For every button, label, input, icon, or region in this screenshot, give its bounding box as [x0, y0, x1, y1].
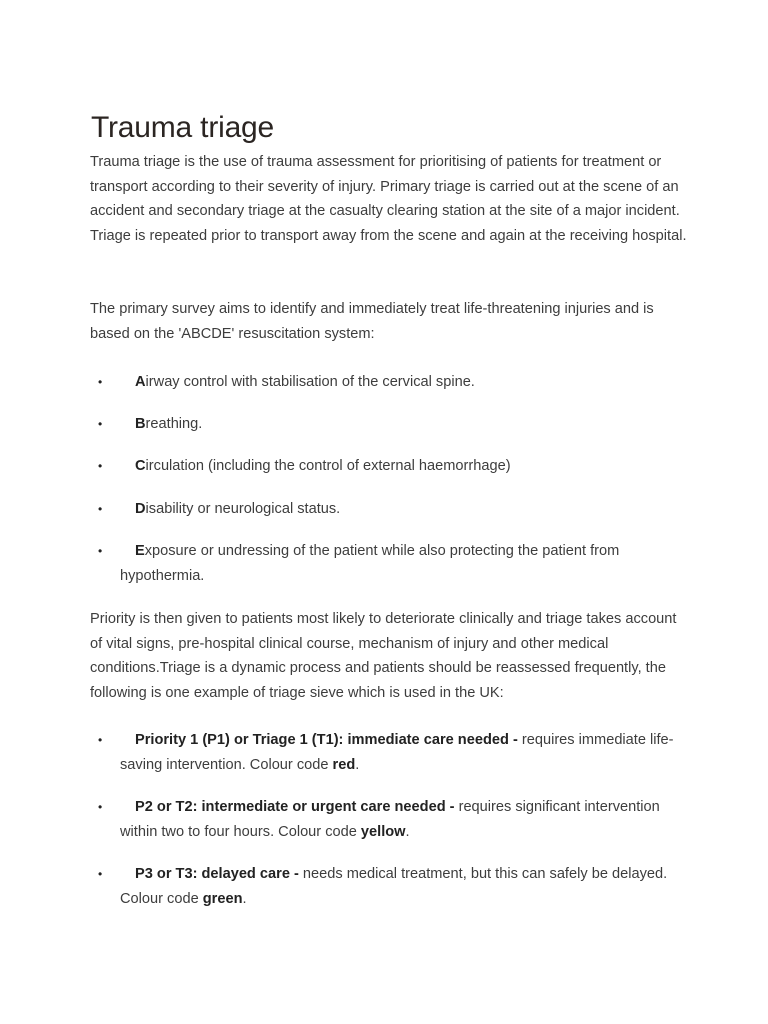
triage-heading: P3 or T3: delayed care - — [135, 866, 299, 882]
bullet-icon: • — [98, 417, 103, 431]
priority-paragraph: Priority is then given to patients most likely to deteriorate clinically and triage takes account of vital signs, pre-hospital clinical course, mechanism of injury and other medical conditions.Triage is a dynamic process and patients should be reassessed frequently, the following is one example of triage sieve which is used in the UK: — [90, 611, 677, 701]
colour-code: green — [202, 890, 243, 907]
list-item — [98, 370, 690, 395]
page-title: Trauma triage — [91, 111, 275, 144]
bullet-icon: • — [98, 800, 103, 814]
list-item-end: . — [355, 756, 360, 773]
list-item-text: reathing. — [145, 416, 203, 432]
list-item-letter: C — [135, 458, 146, 474]
bullet-icon: • — [98, 459, 103, 473]
bullet-icon: • — [98, 733, 103, 747]
list-item-letter: A — [135, 374, 146, 390]
list-item-text: irculation (including the control of external haemorrhage) — [145, 458, 511, 474]
triage-text: needs medical treatment, but this can safely be delayed. Colour code — [120, 866, 668, 907]
triage-text: requires immediate life-saving intervention. Colour code — [120, 732, 674, 773]
bullet-icon: • — [98, 375, 103, 389]
list-item-text: irway control with stabilisation of the cervical spine. — [145, 374, 475, 390]
list-item-end: . — [242, 890, 247, 907]
list-item-letter: D — [135, 501, 146, 517]
bullet-icon: • — [98, 502, 103, 516]
list-item-text: isability or neurological status. — [145, 501, 341, 517]
list-item — [98, 728, 690, 777]
list-item — [98, 539, 690, 588]
list-item — [98, 454, 690, 479]
list-item — [98, 795, 690, 844]
intro-paragraph: Trauma triage is the use of trauma assessment for prioritising of patients for treatment or transport according to their severity of injury. Primary triage is carried out at the scene of an accident and secondary triage at the casualty clearing station at the site of a major incident. Triage is repeated prior to transport away from the scene and again at the receiving hospital. — [90, 154, 687, 244]
colour-code: red — [332, 756, 356, 773]
triage-text: requires significant intervention within two to four hours. Colour code — [120, 799, 660, 840]
list-item — [98, 497, 690, 522]
list-item-letter: E — [135, 543, 145, 559]
colour-code: yellow — [360, 823, 406, 840]
bullet-icon: • — [98, 867, 103, 881]
list-item-letter: B — [135, 416, 146, 432]
triage-heading: P2 or T2: intermediate or urgent care needed - — [135, 799, 455, 815]
bullet-icon: • — [98, 544, 103, 558]
list-item — [98, 412, 690, 437]
triage-heading: Priority 1 (P1) or Triage 1 (T1): immediate care needed - — [135, 732, 518, 748]
list-item — [98, 862, 690, 911]
primary-survey-paragraph: The primary survey aims to identify and immediately treat life-threatening injuries and is based on the 'ABCDE' resuscitation system: — [90, 301, 654, 342]
list-item-text: xposure or undressing of the patient while also protecting the patient from hypothermia. — [120, 543, 620, 584]
list-item-end: . — [405, 823, 410, 840]
